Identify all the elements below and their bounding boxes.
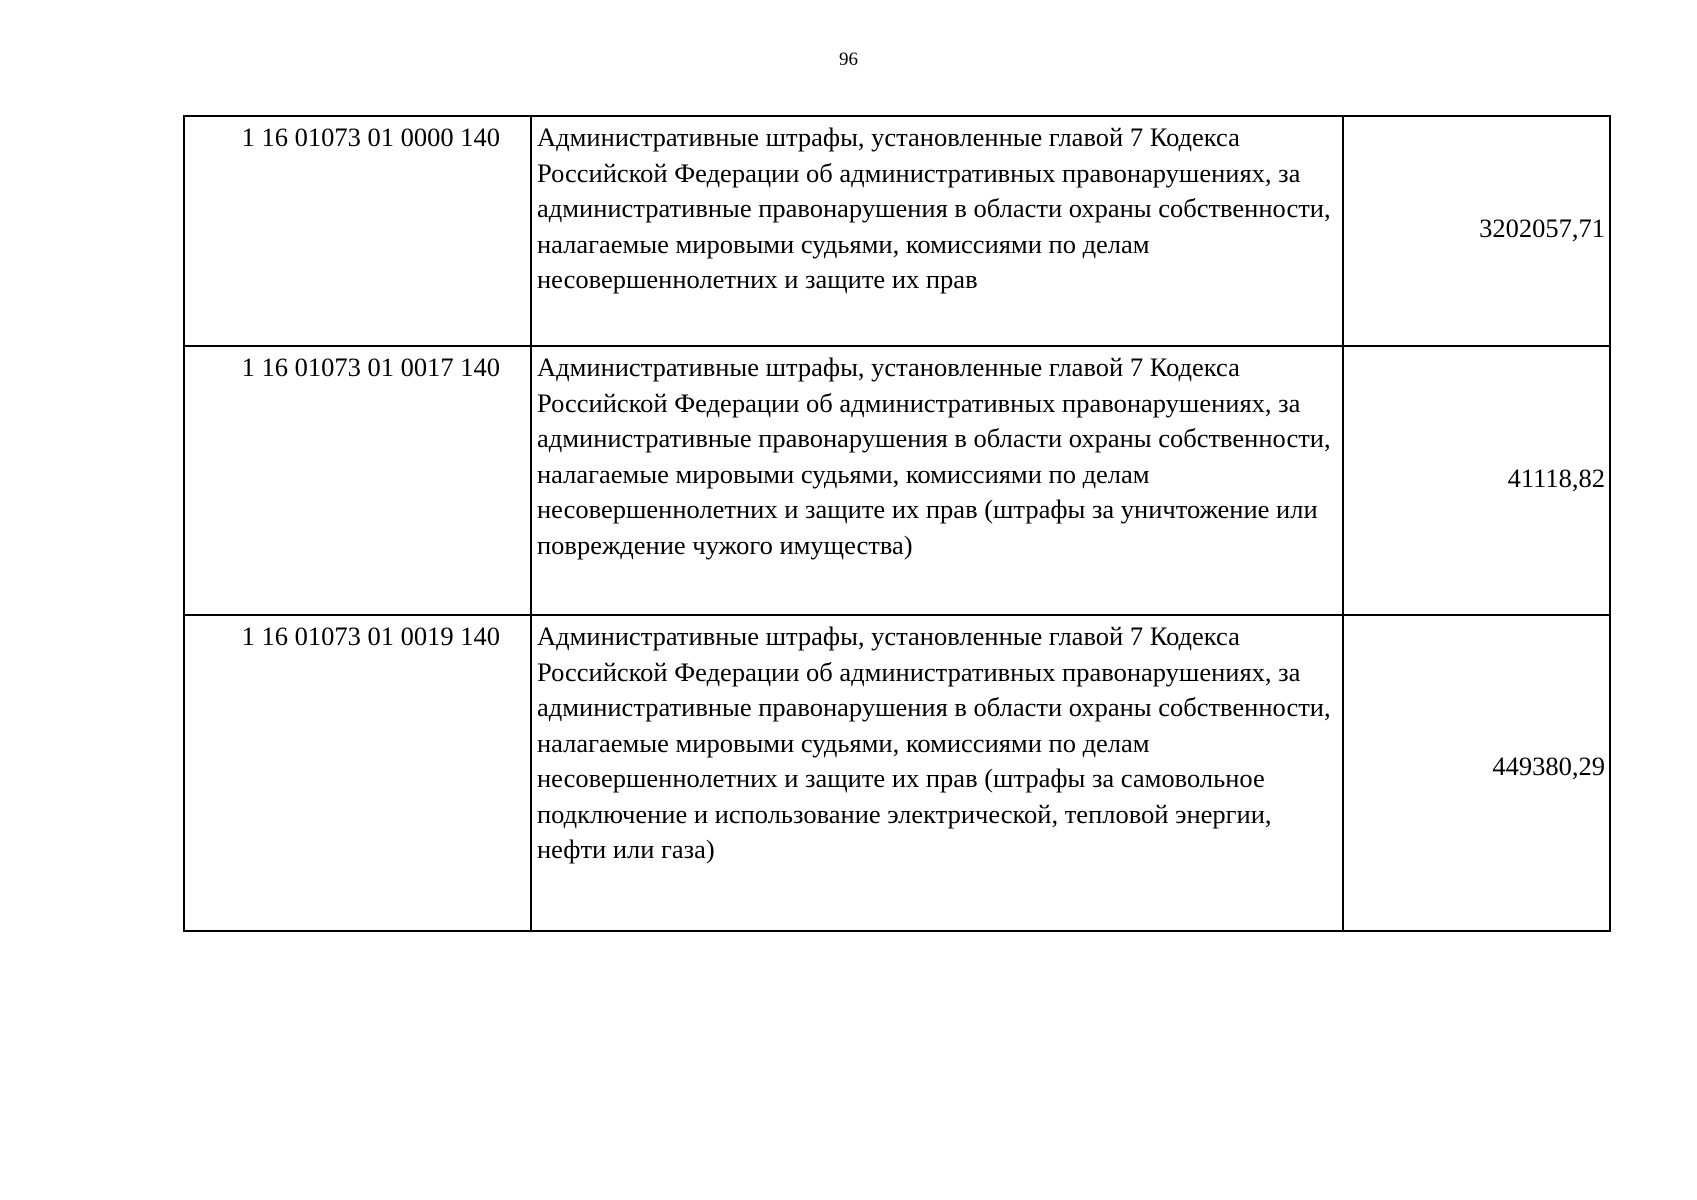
table-row (184, 615, 1610, 931)
budget-code-cell: 1 16 01073 01 0019 140 (184, 615, 531, 931)
budget-code-cell: 1 16 01073 01 0000 140 (184, 116, 531, 346)
table-row (184, 116, 1610, 346)
budget-code-cell: 1 16 01073 01 0017 140 (184, 346, 531, 615)
amount-cell: 3202057,71 (1343, 116, 1610, 346)
description-cell: Административные штрафы, установленные главой 7 Кодекса Российской Федерации об административных правонарушениях, за административные правонарушения в области охраны собственности, налагаемые мировыми судьями, комиссиями по делам несовершеннолетних и защите их прав (штрафы за уничтожение или повреждение чужого имущества) (531, 346, 1343, 615)
amount-cell: 449380,29 (1343, 615, 1610, 931)
page-number: 96 (839, 49, 858, 70)
description-cell: Административные штрафы, установленные главой 7 Кодекса Российской Федерации об административных правонарушениях, за административные правонарушения в области охраны собственности, налагаемые мировыми судьями, комиссиями по делам несовершеннолетних и защите их прав (531, 116, 1343, 346)
budget-revenue-table (183, 115, 1611, 932)
description-cell: Административные штрафы, установленные главой 7 Кодекса Российской Федерации об административных правонарушениях, за административные правонарушения в области охраны собственности, налагаемые мировыми судьями, комиссиями по делам несовершеннолетних и защите их прав (штрафы за самовольное подключение и использование электрической, тепловой энергии, нефти или газа) (531, 615, 1343, 931)
table-row (184, 346, 1610, 615)
amount-cell: 41118,82 (1343, 346, 1610, 615)
